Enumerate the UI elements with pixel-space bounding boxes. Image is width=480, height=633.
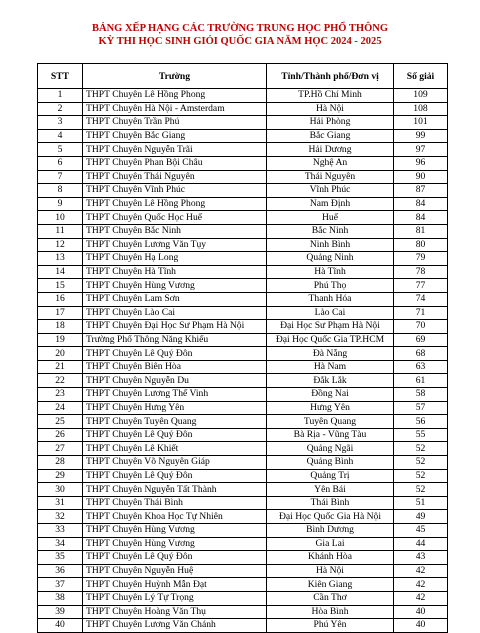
- province-cell: Hà Nội: [267, 564, 394, 578]
- province-cell: Đắk Lắk: [267, 374, 394, 388]
- rank-cell: 40: [38, 619, 83, 633]
- school-cell: THPT Chuyên Lý Tự Trọng: [83, 591, 267, 605]
- school-cell: THPT Chuyên Lê Quý Đôn: [83, 428, 267, 442]
- rank-cell: 30: [38, 483, 83, 497]
- awards-cell: 42: [394, 578, 448, 592]
- table-row: [38, 252, 448, 266]
- school-cell: THPT Chuyên Lương Thế Vinh: [83, 388, 267, 402]
- rank-cell: 23: [38, 388, 83, 402]
- province-cell: Hưng Yên: [267, 401, 394, 415]
- school-cell: THPT Chuyên Thái Bình: [83, 496, 267, 510]
- rank-cell: 14: [38, 265, 83, 279]
- header-awards: Số giải: [394, 64, 448, 89]
- school-cell: THPT Chuyên Hùng Vương: [83, 279, 267, 293]
- rank-cell: 26: [38, 428, 83, 442]
- province-cell: Nam Định: [267, 197, 394, 211]
- table-row: [38, 347, 448, 361]
- rank-cell: 1: [38, 89, 83, 103]
- province-cell: Hà Tĩnh: [267, 265, 394, 279]
- province-cell: Khánh Hòa: [267, 551, 394, 565]
- table-row: [38, 537, 448, 551]
- rank-cell: 24: [38, 401, 83, 415]
- school-cell: THPT Chuyên Lê Quý Đôn: [83, 469, 267, 483]
- province-cell: Bắc Giang: [267, 129, 394, 143]
- rank-cell: 27: [38, 442, 83, 456]
- province-cell: Lào Cai: [267, 306, 394, 320]
- table-header-row: [38, 64, 448, 89]
- rank-cell: 25: [38, 415, 83, 429]
- province-cell: Vĩnh Phúc: [267, 184, 394, 198]
- table-row: [38, 415, 448, 429]
- table-row: [38, 388, 448, 402]
- table-row: [38, 401, 448, 415]
- province-cell: Bình Dương: [267, 524, 394, 538]
- school-cell: THPT Chuyên Võ Nguyên Giáp: [83, 456, 267, 470]
- awards-cell: 52: [394, 442, 448, 456]
- school-cell: THPT Chuyên Lê Quý Đôn: [83, 551, 267, 565]
- province-cell: Quảng Bình: [267, 456, 394, 470]
- table-row: [38, 102, 448, 116]
- awards-cell: 42: [394, 564, 448, 578]
- rank-cell: 20: [38, 347, 83, 361]
- rank-cell: 19: [38, 333, 83, 347]
- awards-cell: 77: [394, 279, 448, 293]
- school-cell: THPT Chuyên Huỳnh Mẫn Đạt: [83, 578, 267, 592]
- table-body: [38, 89, 448, 633]
- awards-cell: 97: [394, 143, 448, 157]
- rank-cell: 13: [38, 252, 83, 266]
- table-row: [38, 619, 448, 633]
- province-cell: Phú Yên: [267, 619, 394, 633]
- awards-cell: 109: [394, 89, 448, 103]
- province-cell: Thanh Hóa: [267, 292, 394, 306]
- rank-cell: 22: [38, 374, 83, 388]
- school-cell: THPT Chuyên Lê Hồng Phong: [83, 197, 267, 211]
- school-cell: THPT Chuyên Nguyễn Du: [83, 374, 267, 388]
- awards-cell: 90: [394, 170, 448, 184]
- province-cell: Đại Học Quốc Gia TP.HCM: [267, 333, 394, 347]
- school-cell: THPT Chuyên Lam Sơn: [83, 292, 267, 306]
- school-cell: THPT Chuyên Quốc Học Huế: [83, 211, 267, 225]
- table-row: [38, 89, 448, 103]
- school-cell: THPT Chuyên Lê Khiết: [83, 442, 267, 456]
- rank-cell: 5: [38, 143, 83, 157]
- rank-cell: 32: [38, 510, 83, 524]
- province-cell: Gia Lai: [267, 537, 394, 551]
- province-cell: Huế: [267, 211, 394, 225]
- school-cell: THPT Chuyên Hùng Vương: [83, 537, 267, 551]
- awards-cell: 52: [394, 469, 448, 483]
- rank-cell: 10: [38, 211, 83, 225]
- awards-cell: 40: [394, 605, 448, 619]
- rank-cell: 3: [38, 116, 83, 130]
- school-cell: THPT Chuyên Hà Nội - Amsterdam: [83, 102, 267, 116]
- table-row: [38, 116, 448, 130]
- awards-cell: 44: [394, 537, 448, 551]
- province-cell: Bà Rịa - Vũng Tàu: [267, 428, 394, 442]
- school-cell: THPT Chuyên Hoàng Văn Thụ: [83, 605, 267, 619]
- awards-cell: 96: [394, 156, 448, 170]
- province-cell: Thái Bình: [267, 496, 394, 510]
- awards-cell: 57: [394, 401, 448, 415]
- table-row: [38, 333, 448, 347]
- school-cell: THPT Chuyên Bắc Ninh: [83, 224, 267, 238]
- rank-cell: 36: [38, 564, 83, 578]
- school-cell: THPT Chuyên Hà Tĩnh: [83, 265, 267, 279]
- awards-cell: 40: [394, 619, 448, 633]
- school-cell: THPT Chuyên Hưng Yên: [83, 401, 267, 415]
- table-row: [38, 224, 448, 238]
- school-cell: THPT Chuyên Lương Văn Chánh: [83, 619, 267, 633]
- school-cell: THPT Chuyên Phan Bội Châu: [83, 156, 267, 170]
- province-cell: Quảng Trị: [267, 469, 394, 483]
- province-cell: Thái Nguyên: [267, 170, 394, 184]
- school-cell: THPT Chuyên Biên Hòa: [83, 360, 267, 374]
- rank-cell: 15: [38, 279, 83, 293]
- awards-cell: 43: [394, 551, 448, 565]
- table-row: [38, 129, 448, 143]
- document-title-line-1: BẢNG XẾP HẠNG CÁC TRƯỜNG TRUNG HỌC PHỔ THÔNG: [92, 23, 388, 34]
- rank-cell: 38: [38, 591, 83, 605]
- school-cell: THPT Chuyên Hạ Long: [83, 252, 267, 266]
- table-row: [38, 292, 448, 306]
- table-row: [38, 442, 448, 456]
- table-row: [38, 483, 448, 497]
- awards-cell: 99: [394, 129, 448, 143]
- rank-cell: 28: [38, 456, 83, 470]
- rank-cell: 16: [38, 292, 83, 306]
- province-cell: Hòa Bình: [267, 605, 394, 619]
- school-cell: Trường Phổ Thông Năng Khiếu: [83, 333, 267, 347]
- table-row: [38, 564, 448, 578]
- province-cell: Hà Nội: [267, 102, 394, 116]
- rank-cell: 35: [38, 551, 83, 565]
- awards-cell: 56: [394, 415, 448, 429]
- header-stt: STT: [38, 64, 83, 89]
- awards-cell: 45: [394, 524, 448, 538]
- province-cell: Tuyên Quang: [267, 415, 394, 429]
- school-cell: THPT Chuyên Đại Học Sư Phạm Hà Nội: [83, 320, 267, 334]
- rank-cell: 4: [38, 129, 83, 143]
- school-cell: THPT Chuyên Lê Hồng Phong: [83, 89, 267, 103]
- awards-cell: 68: [394, 347, 448, 361]
- awards-cell: 42: [394, 591, 448, 605]
- awards-cell: 80: [394, 238, 448, 252]
- awards-cell: 101: [394, 116, 448, 130]
- awards-cell: 49: [394, 510, 448, 524]
- province-cell: TP.Hồ Chí Minh: [267, 89, 394, 103]
- province-cell: Cần Thơ: [267, 591, 394, 605]
- province-cell: Đà Nẵng: [267, 347, 394, 361]
- table-row: [38, 211, 448, 225]
- rank-cell: 18: [38, 320, 83, 334]
- rank-cell: 6: [38, 156, 83, 170]
- school-cell: THPT Chuyên Lê Quý Đôn: [83, 347, 267, 361]
- awards-cell: 52: [394, 456, 448, 470]
- awards-cell: 58: [394, 388, 448, 402]
- awards-cell: 87: [394, 184, 448, 198]
- table-row: [38, 456, 448, 470]
- province-cell: Đại Học Quốc Gia Hà Nội: [267, 510, 394, 524]
- awards-cell: 63: [394, 360, 448, 374]
- province-cell: Bắc Ninh: [267, 224, 394, 238]
- awards-cell: 79: [394, 252, 448, 266]
- table-row: [38, 374, 448, 388]
- table-row: [38, 197, 448, 211]
- rank-cell: 34: [38, 537, 83, 551]
- header-province: Tỉnh/Thành phố/Đơn vị: [267, 64, 394, 89]
- table-row: [38, 184, 448, 198]
- table-row: [38, 306, 448, 320]
- ranking-table: [37, 63, 448, 633]
- table-row: [38, 496, 448, 510]
- school-cell: THPT Chuyên Tuyên Quang: [83, 415, 267, 429]
- province-cell: Hà Nam: [267, 360, 394, 374]
- table-row: [38, 156, 448, 170]
- province-cell: Phú Thọ: [267, 279, 394, 293]
- table-row: [38, 469, 448, 483]
- school-cell: THPT Chuyên Nguyễn Huệ: [83, 564, 267, 578]
- awards-cell: 84: [394, 211, 448, 225]
- table-row: [38, 265, 448, 279]
- awards-cell: 55: [394, 428, 448, 442]
- table-row: [38, 524, 448, 538]
- awards-cell: 74: [394, 292, 448, 306]
- table-row: [38, 279, 448, 293]
- province-cell: Kiên Giang: [267, 578, 394, 592]
- awards-cell: 69: [394, 333, 448, 347]
- rank-cell: 39: [38, 605, 83, 619]
- rank-cell: 12: [38, 238, 83, 252]
- awards-cell: 52: [394, 483, 448, 497]
- province-cell: Hải Dương: [267, 143, 394, 157]
- awards-cell: 84: [394, 197, 448, 211]
- awards-cell: 71: [394, 306, 448, 320]
- table-row: [38, 320, 448, 334]
- rank-cell: 2: [38, 102, 83, 116]
- province-cell: Đồng Nai: [267, 388, 394, 402]
- rank-cell: 37: [38, 578, 83, 592]
- awards-cell: 61: [394, 374, 448, 388]
- school-cell: THPT Chuyên Bắc Giang: [83, 129, 267, 143]
- rank-cell: 31: [38, 496, 83, 510]
- header-school: Trường: [83, 64, 267, 89]
- school-cell: THPT Chuyên Lương Văn Tụy: [83, 238, 267, 252]
- rank-cell: 17: [38, 306, 83, 320]
- table-row: [38, 238, 448, 252]
- school-cell: THPT Chuyên Khoa Học Tự Nhiên: [83, 510, 267, 524]
- table-row: [38, 143, 448, 157]
- province-cell: Nghệ An: [267, 156, 394, 170]
- awards-cell: 78: [394, 265, 448, 279]
- table-row: [38, 510, 448, 524]
- table-row: [38, 360, 448, 374]
- table-row: [38, 551, 448, 565]
- school-cell: THPT Chuyên Nguyễn Trãi: [83, 143, 267, 157]
- province-cell: Yên Bái: [267, 483, 394, 497]
- rank-cell: 11: [38, 224, 83, 238]
- awards-cell: 70: [394, 320, 448, 334]
- document-title-line-2: KỲ THI HỌC SINH GIỎI QUỐC GIA NĂM HỌC 2024 - 2025: [98, 36, 382, 47]
- province-cell: Quảng Ninh: [267, 252, 394, 266]
- province-cell: Ninh Bình: [267, 238, 394, 252]
- rank-cell: 33: [38, 524, 83, 538]
- table-row: [38, 591, 448, 605]
- table-row: [38, 578, 448, 592]
- school-cell: THPT Chuyên Nguyễn Tất Thành: [83, 483, 267, 497]
- rank-cell: 8: [38, 184, 83, 198]
- province-cell: Quảng Ngãi: [267, 442, 394, 456]
- school-cell: THPT Chuyên Lào Cai: [83, 306, 267, 320]
- table-row: [38, 170, 448, 184]
- rank-cell: 9: [38, 197, 83, 211]
- table-row: [38, 605, 448, 619]
- awards-cell: 108: [394, 102, 448, 116]
- school-cell: THPT Chuyên Thái Nguyên: [83, 170, 267, 184]
- table-row: [38, 428, 448, 442]
- school-cell: THPT Chuyên Vĩnh Phúc: [83, 184, 267, 198]
- province-cell: Hải Phòng: [267, 116, 394, 130]
- school-cell: THPT Chuyên Trần Phú: [83, 116, 267, 130]
- rank-cell: 7: [38, 170, 83, 184]
- rank-cell: 21: [38, 360, 83, 374]
- rank-cell: 29: [38, 469, 83, 483]
- school-cell: THPT Chuyên Hùng Vương: [83, 524, 267, 538]
- province-cell: Đại Học Sư Phạm Hà Nội: [267, 320, 394, 334]
- awards-cell: 51: [394, 496, 448, 510]
- awards-cell: 81: [394, 224, 448, 238]
